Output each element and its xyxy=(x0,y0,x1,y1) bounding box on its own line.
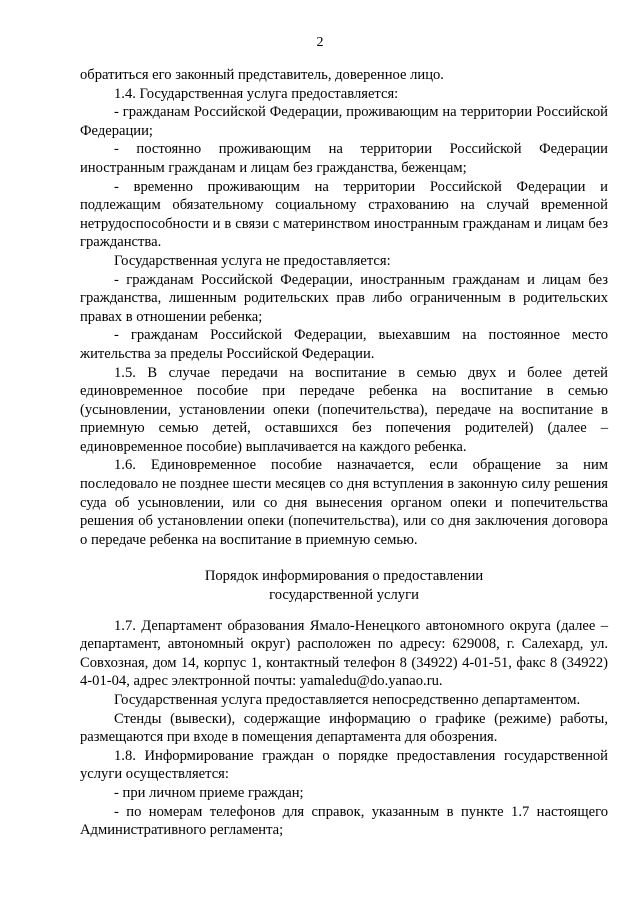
list-item-personal-reception: - при личном приеме граждан; xyxy=(114,784,304,801)
section-heading-line-1: Порядок информирования о предоставлении xyxy=(204,568,484,585)
list-item-emigrated: - гражданам Российской Федерации, выехавшим на постоянное место жительства за пределы Российской Федерации. xyxy=(80,327,608,362)
paragraph-1-6: 1.6. Единовременное пособие назначается, если обращение за ним последовало не позднее шести месяцев со дня вступления в законную силу решения суда об усыновлении, или со дня вынесения органом опеки и попечительства решения об установлении опеки (попечительства), или со дня заключения договора о передаче ребенка на воспитание в приемную семью. xyxy=(80,457,608,548)
paragraph-not-provided: Государственная услуга не предоставляется: xyxy=(114,252,391,269)
paragraph-continuation: обратиться его законный представитель, доверенное лицо. xyxy=(80,67,444,83)
paragraph-1-5: 1.5. В случае передачи на воспитание в семью двух и более детей единовременное пособие при передаче ребенка на воспитание в семью (усыновлении, установлении опеки (попечительства), передаче на воспитание в приемную семью детей, оставшихся без попечения родителей) (далее – единовременное пособие) выплачивается на каждого ребенка. xyxy=(80,364,608,455)
list-item-permanent-residents: - постоянно проживающим на территории Российской Федерации иностранным гражданам и лицам без гражданства, беженцам; xyxy=(80,141,608,176)
list-item-temporary-residents: - временно проживающим на территории Российской Федерации и подлежащим обязательному социальному страхованию на случай временной нетрудоспособности и в связи с материнством иностранным гражданам и лицам без гражданства. xyxy=(80,178,608,251)
page-number: 2 xyxy=(316,35,324,50)
list-item-phone-numbers: - по номерам телефонов для справок, указанным в пункте 1.7 настоящего Административного регламента; xyxy=(80,803,608,839)
paragraph-1-4: 1.4. Государственная услуга предоставляется: xyxy=(114,85,399,102)
paragraph-1-7: 1.7. Департамент образования Ямало-Ненецкого автономного округа (далее – департамент, автономный округ) расположен по адресу: 629008, г. Салехард, ул. Совхозная, дом 14, корпус 1, контактный телефон 8 (34922) 4-01-51, факс 8 (34922) 4-01-04, адрес электронной почты: yamaledu@do.yanao.ru. xyxy=(80,617,608,690)
document-body xyxy=(80,66,608,840)
paragraph-1-8: 1.8. Информирование граждан о порядке предоставления государственной услуги осуществляется: xyxy=(80,747,608,783)
paragraph-stands: Стенды (вывески), содержащие информацию о графике (режиме) работы, размещаются при входе в помещения департамента для обозрения. xyxy=(80,710,608,746)
section-heading-line-2: государственной услуги xyxy=(269,587,419,604)
list-item-citizens: - гражданам Российской Федерации, проживающим на территории Российской Федерации; xyxy=(80,104,608,139)
list-item-deprived-rights: - гражданам Российской Федерации, иностранным гражданам и лицам без гражданства, лишенным родительских прав либо ограниченным в родительских правах в отношении ребенка; xyxy=(80,271,608,325)
paragraph-provided-directly: Государственная услуга предоставляется непосредственно департаментом. xyxy=(114,692,581,708)
